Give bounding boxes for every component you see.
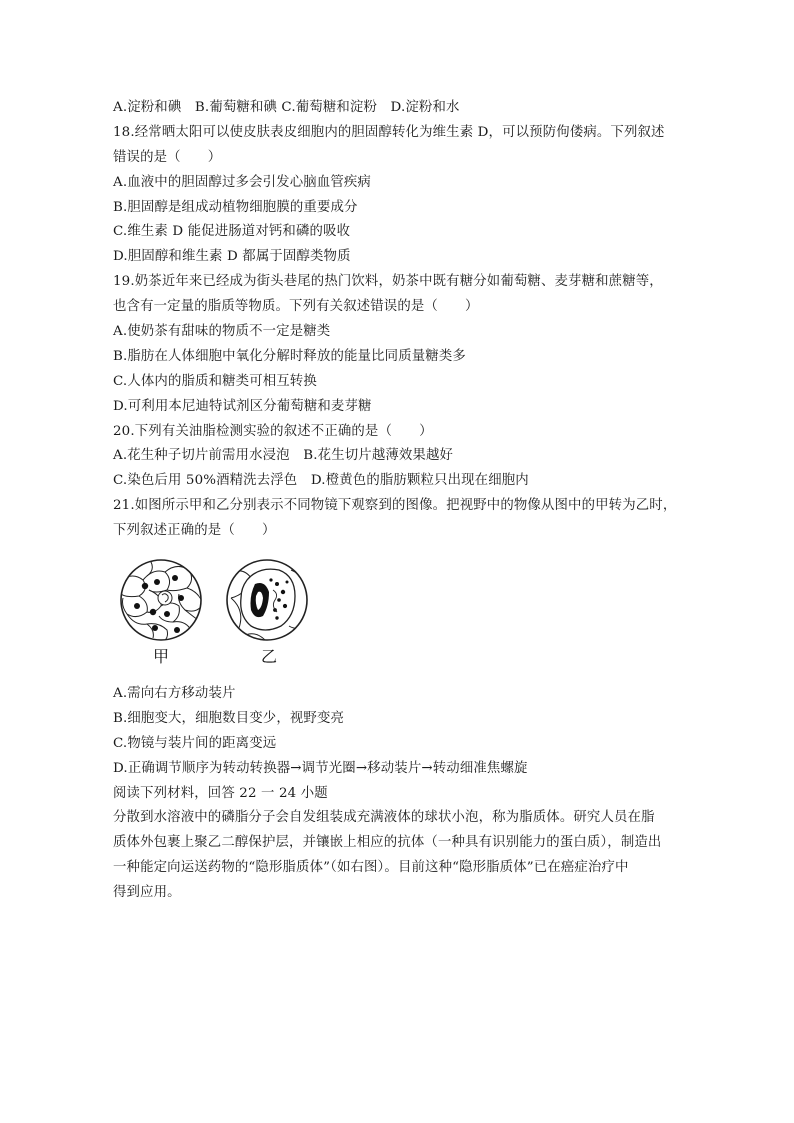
reading-intro: 阅读下列材料，回答 22 一 24 小题 [113, 785, 328, 801]
q21-option-c: C.物镜与装片间的距离变远 [113, 735, 277, 751]
q18-stem-line-2: 错误的是（ ） [113, 149, 222, 165]
q18-option-b: B.胆固醇是组成动植物细胞膜的重要成分 [113, 199, 358, 215]
q21-stem-line-1: 21.如图所示甲和乙分别表示不同物镜下观察到的图像。把视野中的物像从图中的甲转为乙时， [113, 498, 677, 514]
q18-option-a: A.血液中的胆固醇过多会引发心脑血管疾病 [113, 174, 371, 190]
q19-option-c: C.人体内的脂质和糖类可相互转换 [113, 373, 317, 389]
label-yi: 乙 [260, 647, 278, 667]
q21-option-b: B.细胞变大，细胞数目变少，视野变亮 [113, 710, 345, 726]
microscope-figure [113, 550, 683, 672]
q18-stem-line-1: 18.经常晒太阳可以使皮肤表皮细胞内的胆固醇转化为维生素 D，可以预防佝偻病。下列叙述 [113, 124, 665, 140]
passage-line-4: 得到应用。 [113, 885, 181, 901]
passage-line-3: 一种能定向运送药物的“隐形脂质体”（如右图）。目前这种“隐形脂质体”已在癌症治疗中 [113, 860, 629, 876]
magnified-cell-yi [241, 569, 295, 630]
passage-line-1: 分散到水溶液中的磷脂分子会自发组装成充满液体的球状小泡，称为脂质体。研究人员在脂 [113, 810, 655, 826]
target-cell-jia [158, 591, 172, 605]
view-jia [121, 557, 203, 666]
q19-option-a: A.使奶茶有甜味的物质不一定是糖类 [113, 324, 331, 340]
q19-stem-line-2: 也含有一定量的脂质等物质。下列有关叙述错误的是（ ） [113, 299, 479, 315]
q21-stem-line-2: 下列叙述正确的是（ ） [113, 523, 276, 539]
q17-options: A.淀粉和碘 B.葡萄糖和碘 C.葡萄糖和淀粉 D.淀粉和水 [113, 100, 460, 115]
q20-stem: 20.下列有关油脂检测实验的叙述不正确的是（ ） [113, 423, 433, 439]
label-jia: 甲 [152, 647, 170, 667]
q20-options-cd: C.染色后用 50%酒精洗去浮色 D.橙黄色的脂肪颗粒只出现在细胞内 [113, 473, 529, 489]
q19-option-b: B.脂肪在人体细胞中氧化分解时释放的能量比同质量糖类多 [113, 348, 466, 364]
q19-stem-line-1: 19.奶茶近年来已经成为街头巷尾的热门饮料，奶茶中既有糖分如葡萄糖、麦芽糖和蔗糖等， [113, 274, 663, 290]
view-yi [227, 560, 309, 666]
q21-option-d: D.正确调节顺序为转动转换器→调节光圈→移动装片→转动细准焦螺旋 [113, 760, 528, 776]
q19-option-d: D.可利用本尼迪特试剂区分葡萄糖和麦芽糖 [113, 398, 372, 414]
q20-options-ab: A.花生种子切片前需用水浸泡 B.花生切片越薄效果越好 [113, 448, 454, 464]
passage-line-2: 质体外包裹上聚乙二醇保护层，并镶嵌上相应的抗体（一种具有识别能力的蛋白质），制造出 [113, 835, 662, 851]
microscope-views-svg [119, 550, 349, 672]
q18-option-d: D.胆固醇和维生素 D 都属于固醇类物质 [113, 249, 351, 265]
exam-page [113, 96, 683, 906]
q21-option-a: A.需向右方移动装片 [113, 686, 236, 702]
q18-option-c: C.维生素 D 能促进肠道对钙和磷的吸收 [113, 224, 351, 240]
